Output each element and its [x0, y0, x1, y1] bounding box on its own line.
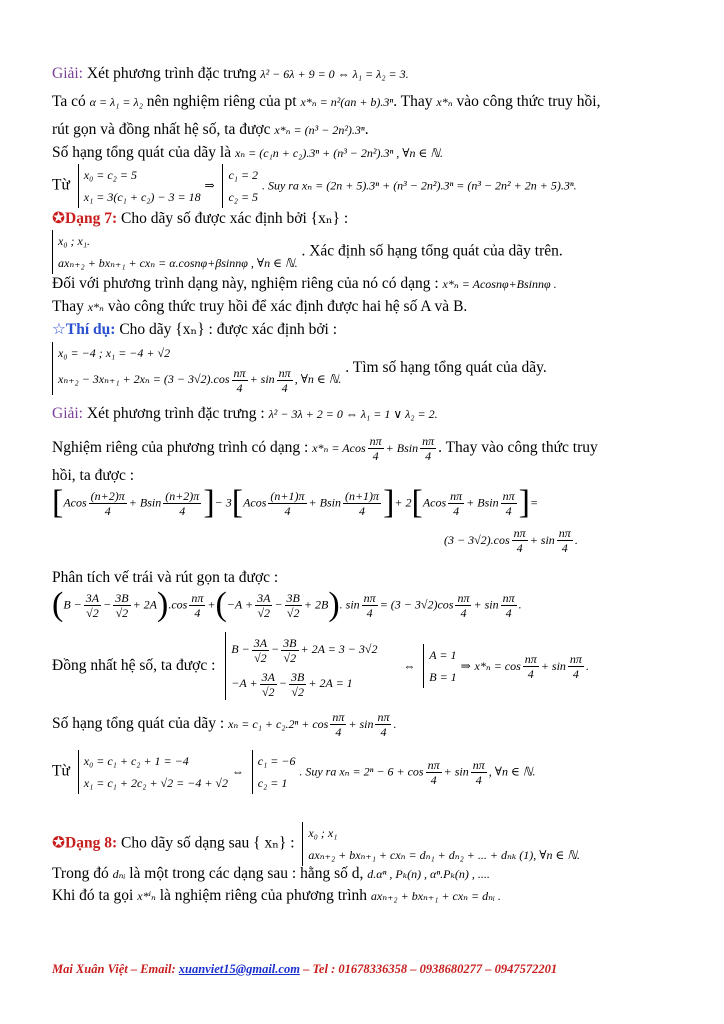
text: Cho dãy số dạng sau { xₙ} :: [120, 834, 295, 852]
text: Nghiệm riêng của phương trình có dạng :: [52, 439, 309, 457]
frac-num: nπ: [377, 710, 390, 724]
paren: (: [215, 586, 227, 623]
star-outline-icon: ☆: [52, 321, 66, 338]
frac-den: 4: [505, 503, 512, 518]
equation: + 2B: [303, 597, 329, 612]
frac-den: √2: [86, 605, 99, 620]
text: Khi đó ta gọi: [52, 887, 134, 904]
equation: λ² − 3λ + 2 = 0 ⇔ λ₁ = 1 ∨ λ₂ = 2.: [268, 407, 438, 421]
equation: Acos: [63, 495, 87, 510]
frac-den: 4: [516, 541, 523, 555]
text: Từ: [52, 176, 70, 194]
frac-num: nπ: [558, 526, 571, 540]
page-footer: [52, 962, 557, 977]
equation: − 3: [214, 495, 232, 510]
equation: −: [274, 597, 283, 612]
equation: −: [271, 642, 280, 656]
frac-num: 3B: [291, 669, 305, 684]
frac-den: √2: [291, 684, 304, 699]
giai-label: Giải:: [52, 65, 83, 82]
equation: + Bsin: [466, 495, 499, 510]
bracket: [: [411, 484, 423, 521]
frac-den: 4: [372, 449, 379, 463]
system-brace: [222, 164, 258, 208]
frac-num: nπ: [369, 434, 382, 448]
text-line: [52, 120, 369, 140]
frac-den: 4: [179, 503, 186, 518]
text-line: [52, 466, 134, 486]
frac-num: nπ: [332, 710, 345, 724]
text-line: [52, 274, 557, 294]
text: .: [364, 121, 369, 138]
text: Xét phương trình đặc trưng :: [86, 405, 265, 422]
system-brace: [302, 822, 580, 866]
equation: =: [529, 495, 539, 510]
frac-den: 4: [194, 605, 201, 620]
equation: xₙ₊₂ − 3xₙ₊₁ + 2xₙ = (3 − 3√2).cos: [58, 372, 230, 386]
thi-du-heading: [52, 320, 337, 340]
system-brace: [52, 342, 341, 395]
text: Cho dãy {xₙ} : được xác định bởi :: [119, 321, 338, 338]
dang-label: Dạng 8:: [65, 834, 118, 852]
frac-den: 4: [380, 725, 387, 739]
frac-num: nπ: [422, 434, 435, 448]
text: Trong đó: [52, 865, 109, 882]
text-line: [52, 568, 278, 588]
dang-8-heading: [52, 822, 580, 866]
text: Số hạng tổng quát của dãy là: [52, 144, 232, 161]
text-line: [52, 864, 490, 884]
bracket: ]: [203, 484, 215, 521]
frac-den: 4: [460, 605, 467, 620]
system-row: c₂ = 1: [257, 776, 288, 790]
frac-num: nπ: [233, 365, 246, 380]
frac-den: √2: [286, 605, 300, 620]
text-line: [52, 297, 467, 317]
equation: x*ₙ: [87, 300, 104, 314]
equation: dₙᵢ: [112, 867, 126, 881]
system-line: [52, 750, 535, 794]
equation: α = λ₁ = λ₂: [89, 95, 143, 109]
equation: + 2: [394, 495, 412, 510]
text-line: [52, 92, 600, 112]
bracket-equation: [52, 486, 538, 520]
equation: x*ₙ = (n³ − 2n²).3ⁿ: [274, 123, 365, 137]
equation: . Suy ra xₙ = (2n + 5).3ⁿ + (n³ − 2n²).3ⁿ = (n³ − 2n² + 2n + 5).3ⁿ.: [261, 178, 577, 193]
equation: −A +: [231, 676, 258, 690]
equation: Acos: [422, 495, 447, 510]
system-row: x₀ ; x₁.: [58, 234, 90, 248]
frac-num: (n+1)π: [270, 488, 305, 503]
system-row: c₁ = 2: [228, 168, 259, 182]
text: là nghiệm riêng của phương trình: [159, 887, 368, 904]
frac-den: 4: [281, 380, 288, 395]
text-line: [52, 886, 501, 906]
frac-den: 4: [104, 503, 111, 518]
equation: xₙ = c₁ + c₂.2ⁿ + cos: [228, 717, 329, 732]
system-line: [52, 230, 563, 274]
equation: −: [278, 676, 288, 690]
frac-num: (n+2)π: [90, 488, 125, 503]
equation: B −: [63, 597, 82, 612]
equation: , ∀n ∈ ℕ.: [488, 764, 536, 779]
footer-phone: – Tel : 01678336358 – 0938680277 – 0947572201: [303, 962, 558, 976]
text: vào công thức truy hồi,: [456, 93, 601, 110]
bracket: ]: [518, 484, 530, 521]
frac-num: 3B: [286, 590, 300, 605]
text: hồi, ta được :: [52, 467, 135, 484]
bracket: [: [231, 484, 244, 521]
frac-den: 4: [430, 772, 437, 787]
system-row: x₁ = 3(c₁ + c₂) − 3 = 18: [83, 190, 201, 204]
general-term-line: [52, 710, 396, 739]
text: Ta có: [52, 93, 86, 110]
frac-den: √2: [283, 650, 297, 665]
frac-num: 3A: [261, 669, 275, 684]
equation: λ² − 6λ + 9 = 0 ⇔ λ₁ = λ₂ = 3.: [260, 67, 409, 81]
equation: +: [207, 597, 216, 612]
star-icon: ✪: [52, 834, 65, 852]
frac-den: 4: [453, 503, 460, 518]
bracket: [: [52, 484, 64, 521]
system-row: x₀ ; x₁: [308, 826, 338, 840]
equation: + sin: [348, 717, 374, 732]
text: Thay: [52, 298, 84, 315]
equation: .: [393, 717, 397, 732]
equation: xₙ = (c₁n + c₂).3ⁿ + (n³ − 2n²).3ⁿ , ∀n ∈ ℕ.: [234, 146, 444, 160]
text: Đối với phương trình dạng này, nghiệm riêng của nó có dạng :: [52, 275, 439, 292]
implies-arrow: ⇒: [460, 659, 471, 673]
equation: + Bsin: [128, 495, 162, 510]
equation: x*ₙ = cos: [474, 659, 521, 673]
paren: (: [52, 586, 64, 623]
frac-den: 4: [572, 666, 579, 681]
frac-num: nπ: [513, 526, 526, 540]
frac-num: 3B: [283, 635, 297, 650]
giai-label: Giải:: [52, 405, 83, 422]
text: là một trong các dạng sau : hằng số d,: [129, 865, 364, 882]
equation: x*ₙ = Acos: [312, 441, 366, 456]
frac-num: 3A: [257, 590, 271, 605]
star-icon: ✪: [52, 210, 65, 227]
iff-arrow: ⇔: [231, 764, 244, 779]
equation: + Bsin: [385, 441, 419, 456]
equation: . Suy ra xₙ = 2ⁿ − 6 + cos: [299, 764, 424, 779]
equation: + sin: [540, 659, 566, 673]
system-line: [52, 342, 547, 395]
frac-den: 4: [425, 449, 432, 463]
equation: = (3 − 3√2)cos: [379, 597, 454, 612]
system-row: c₂ = 5: [228, 190, 259, 204]
frac-den: √2: [261, 684, 275, 699]
frac-den: 4: [335, 725, 342, 739]
equation: + 2A: [132, 597, 157, 612]
system-row: [231, 666, 377, 700]
equation: x*ₙ = Acosnφ+Bsinnφ .: [442, 277, 557, 291]
text: . Thay: [393, 93, 433, 110]
equation: −: [103, 597, 112, 612]
footer-email-link[interactable]: xuanviet15@gmail.com: [178, 962, 300, 976]
frac-den: 4: [505, 605, 512, 620]
equation: d.αⁿ , Pₖ(n) , αⁿ.Pₖ(n) , ....: [367, 867, 490, 881]
frac-den: 4: [561, 541, 568, 555]
equation: x*ₙ: [436, 95, 453, 109]
equation: .: [574, 533, 578, 548]
equation: , ∀n ∈ ℕ.: [294, 372, 342, 386]
system-brace: [423, 644, 456, 688]
equation: x*ₙ = n²(an + b).3ⁿ: [300, 95, 394, 109]
frac-num: nπ: [450, 488, 463, 503]
footer-author: Mai Xuân Việt – Email:: [52, 962, 176, 976]
equation: x*ⁱₙ: [137, 889, 156, 903]
text: . Tìm số hạng tổng quát của dãy.: [345, 358, 547, 376]
text-line: [52, 143, 443, 163]
equation: . sin: [339, 597, 360, 612]
bracket-equation-rhs: [444, 526, 578, 555]
frac-den: 4: [359, 503, 365, 518]
text: nên nghiệm riêng của pt: [146, 93, 297, 110]
frac-num: nπ: [524, 651, 537, 666]
analysis-equation: [52, 588, 522, 622]
equation: .: [585, 659, 589, 673]
system-row: x₀ = c₂ = 5: [83, 168, 137, 182]
frac-den: √2: [115, 605, 129, 620]
dang-label: Dạng 7:: [65, 210, 118, 227]
arrow: ⇒: [204, 178, 215, 193]
equation: + sin: [473, 597, 499, 612]
equation: .: [518, 597, 522, 612]
text: Cho dãy số được xác định bởi {xₙ} :: [120, 210, 349, 227]
frac-num: nπ: [191, 590, 204, 605]
frac-num: nπ: [502, 590, 515, 605]
bracket: ]: [383, 484, 395, 521]
frac-num: (n+2)π: [165, 488, 200, 503]
text: vào công thức truy hồi để xác định được hai hệ số A và B.: [107, 298, 468, 315]
equation: (3 − 3√2).cos: [444, 533, 510, 548]
frac-den: 4: [284, 503, 291, 518]
system-row: x₀ = c₁ + c₂ + 1 = −4: [83, 754, 189, 768]
frac-den: √2: [254, 650, 267, 665]
system-row: axₙ₊₂ + bxₙ₊₁ + cxₙ = dₙ₁ + dₙ₂ + ... + dₙₖ (1), ∀n ∈ ℕ.: [308, 848, 580, 862]
frac-num: nπ: [363, 590, 376, 605]
system-row: [231, 632, 377, 666]
system-row: B = 1: [429, 670, 457, 684]
iff-arrow: ⇔: [403, 659, 416, 673]
frac-num: 3A: [253, 635, 268, 650]
identify-line: [52, 632, 589, 700]
text: . Thay vào công thức truy: [438, 439, 598, 457]
equation: + sin: [249, 372, 275, 386]
equation: B −: [231, 642, 250, 656]
system-row: c₁ = −6: [257, 754, 296, 768]
frac-num: nπ: [472, 757, 485, 772]
frac-den: 4: [527, 666, 534, 681]
paren: ): [328, 586, 340, 623]
dang-7-heading: [52, 209, 348, 229]
giai-line-2: [52, 404, 438, 424]
frac-num: nπ: [569, 651, 582, 666]
frac-num: (n+1)π: [344, 488, 380, 503]
giai-line-1: [52, 64, 409, 84]
frac-den: √2: [257, 605, 271, 620]
thi-du-label: Thí dụ:: [65, 321, 116, 338]
frac-num: nπ: [457, 590, 470, 605]
text-line: [52, 434, 598, 463]
paren: ): [157, 586, 169, 623]
equation: −A +: [226, 597, 254, 612]
frac-num: 3B: [115, 590, 129, 605]
text: Xét phương trình đặc trưng: [86, 65, 257, 82]
system-line: [52, 164, 577, 208]
equation: + Bsin: [308, 495, 341, 510]
text: . Xác định số hạng tổng quát của dãy trên.: [301, 242, 563, 260]
frac-num: 3A: [85, 590, 100, 605]
frac-den: 4: [366, 605, 373, 620]
system-row: A = 1: [429, 648, 457, 662]
system-row: axₙ₊₂ + bxₙ₊₁ + cxₙ = α.cosnφ+βsinnφ , ∀n ∈ ℕ.: [58, 256, 298, 270]
system-brace: [78, 750, 228, 794]
frac-num: nπ: [427, 757, 440, 772]
equation: + sin: [529, 533, 555, 548]
equation: + 2A = 1: [308, 676, 353, 690]
equation: Acos: [243, 495, 267, 510]
text: Từ: [52, 762, 70, 780]
system-row: [58, 364, 341, 395]
text: Phân tích vế trái và rút gọn ta được :: [52, 569, 279, 586]
system-brace: [225, 632, 377, 700]
system-brace: [252, 750, 296, 794]
frac-den: 4: [236, 380, 243, 395]
system-row: x₀ = −4 ; x₁ = −4 + √2: [58, 346, 171, 360]
frac-num: nπ: [278, 365, 291, 380]
equation: + sin: [443, 764, 469, 779]
system-brace: [52, 230, 298, 274]
system-row: x₁ = c₁ + 2c₂ + √2 = −4 + √2: [83, 776, 229, 790]
frac-den: 4: [475, 772, 482, 787]
equation: axₙ₊₂ + bxₙ₊₁ + cxₙ = dₙᵢ .: [370, 889, 501, 903]
text: Đồng nhất hệ số, ta được :: [52, 657, 216, 674]
text: rút gọn và đồng nhất hệ số, ta được: [52, 121, 271, 138]
system-brace: [78, 164, 201, 208]
equation: + 2A = 3 − 3√2: [300, 642, 378, 656]
text: Số hạng tổng quát của dãy :: [52, 715, 225, 733]
frac-num: nπ: [502, 488, 515, 503]
equation: .cos: [168, 597, 188, 612]
